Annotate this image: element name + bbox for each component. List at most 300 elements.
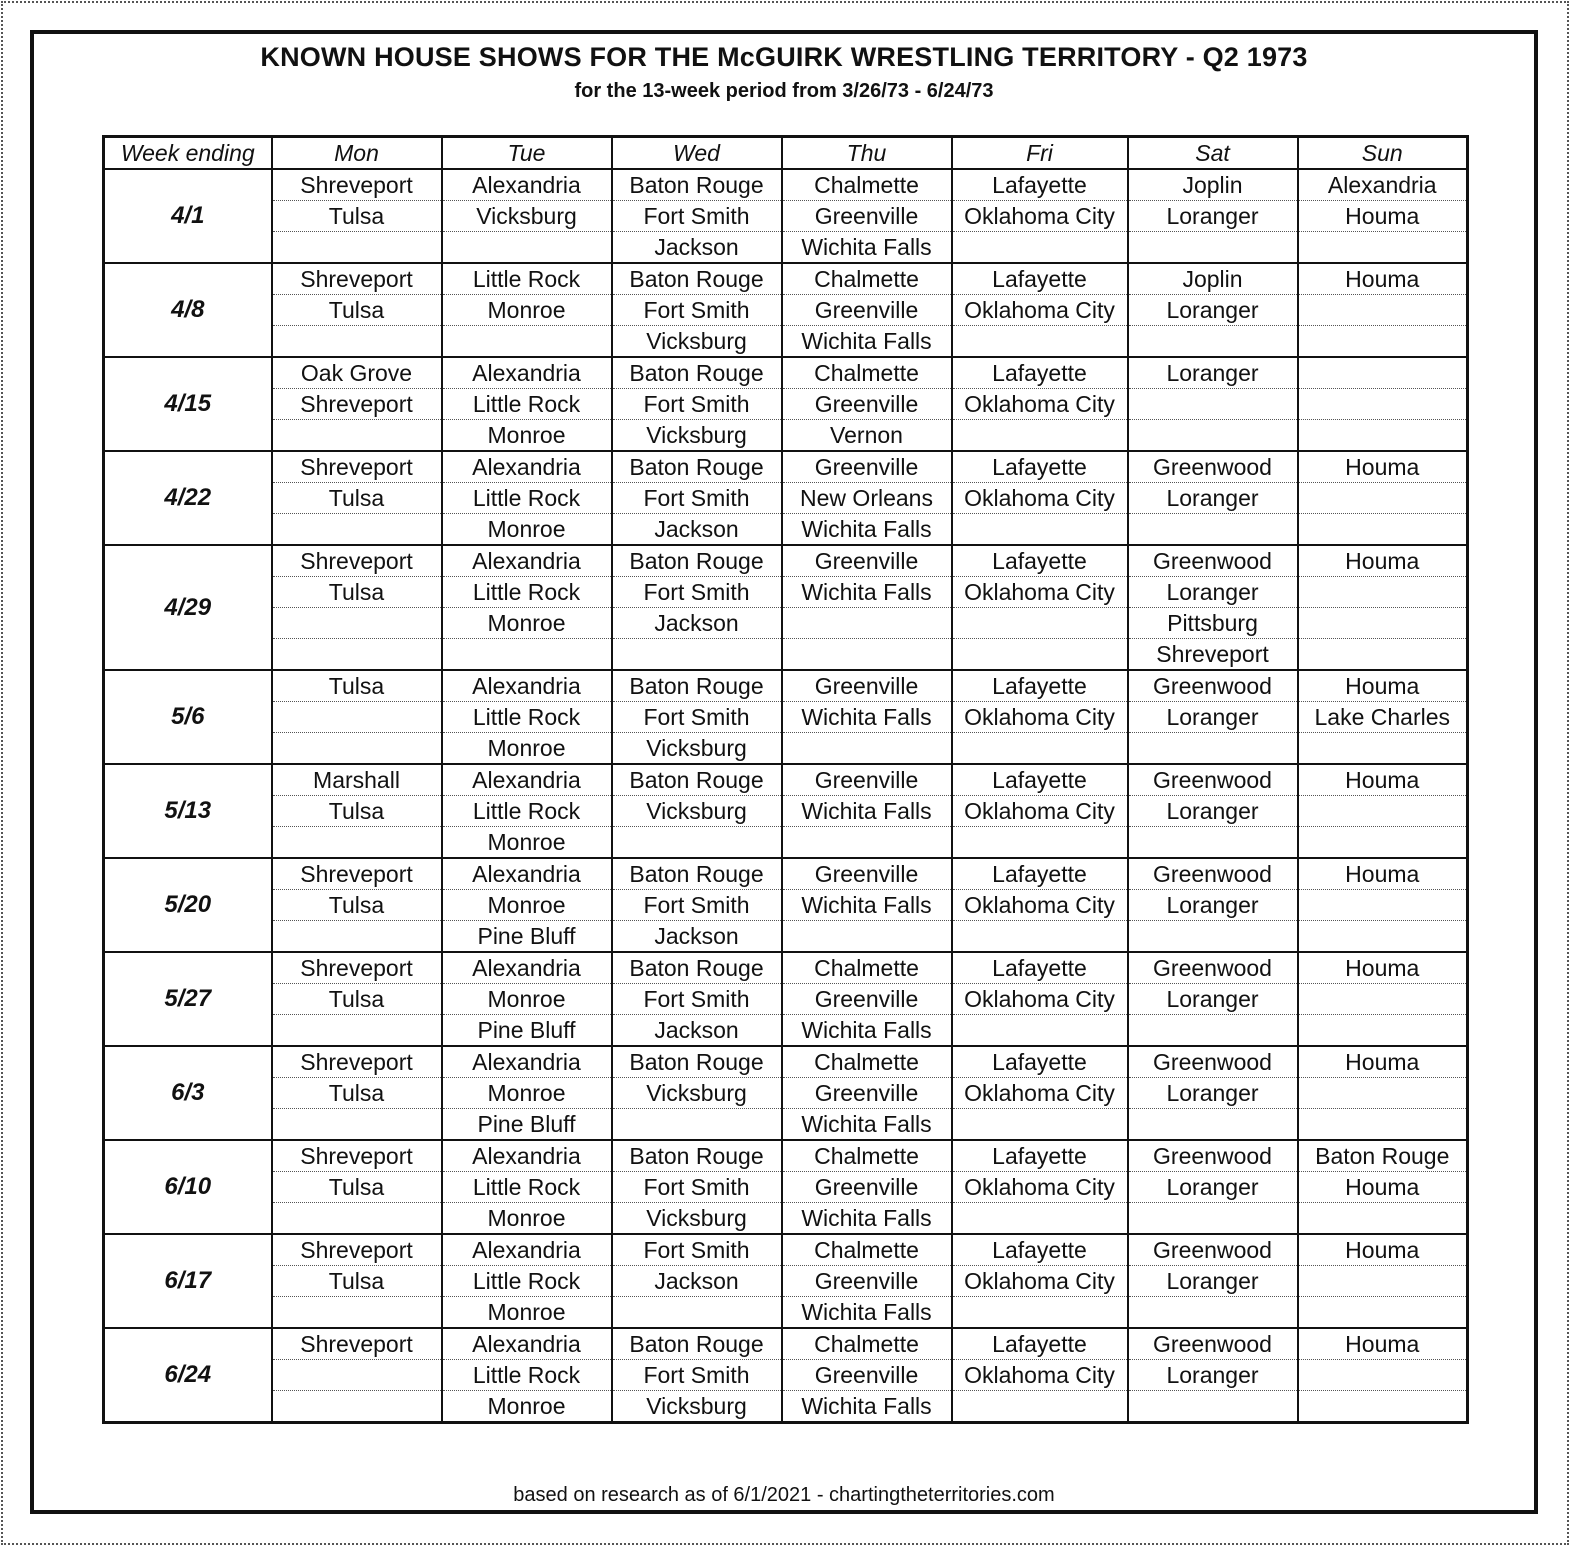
- venue-cell-mon: [272, 733, 442, 765]
- venue-cell-sun: [1298, 890, 1468, 921]
- document-frame: [30, 30, 1538, 1514]
- venue-cell-tue: Alexandria: [442, 764, 612, 796]
- col-header-mon: Mon: [272, 137, 442, 170]
- venue-cell-fri: [952, 514, 1128, 546]
- week-ending-cell: 4/1: [104, 169, 272, 263]
- venue-cell-wed: Vicksburg: [612, 1203, 782, 1235]
- table-row: [104, 1140, 1468, 1172]
- venue-cell-tue: Monroe: [442, 1297, 612, 1329]
- venue-cell-sun: Alexandria: [1298, 169, 1468, 201]
- venue-cell-sat: Greenwood: [1128, 1328, 1298, 1360]
- venue-cell-sun: [1298, 733, 1468, 765]
- venue-cell-tue: Little Rock: [442, 389, 612, 420]
- page-title: KNOWN HOUSE SHOWS FOR THE McGUIRK WRESTLING TERRITORY - Q2 1973: [260, 42, 1308, 72]
- table-row: [104, 670, 1468, 702]
- table-row: [104, 1046, 1468, 1078]
- venue-cell-wed: Jackson: [612, 608, 782, 639]
- venue-cell-thu: Wichita Falls: [782, 890, 952, 921]
- col-header-thu: Thu: [782, 137, 952, 170]
- venue-cell-tue: Little Rock: [442, 1360, 612, 1391]
- venue-cell-tue: Alexandria: [442, 1328, 612, 1360]
- venue-cell-tue: Little Rock: [442, 702, 612, 733]
- venue-cell-thu: Greenville: [782, 1078, 952, 1109]
- venue-cell-sun: [1298, 1078, 1468, 1109]
- venue-cell-sun: [1298, 326, 1468, 358]
- venue-cell-mon: Tulsa: [272, 670, 442, 702]
- venue-cell-sat: [1128, 827, 1298, 859]
- venue-cell-fri: Oklahoma City: [952, 984, 1128, 1015]
- week-ending-cell: 5/13: [104, 764, 272, 858]
- venue-cell-thu: Wichita Falls: [782, 1015, 952, 1047]
- venue-cell-tue: Little Rock: [442, 577, 612, 608]
- week-ending-cell: 6/24: [104, 1328, 272, 1423]
- venue-cell-fri: [952, 1203, 1128, 1235]
- venue-cell-thu: [782, 639, 952, 671]
- venue-cell-fri: [952, 326, 1128, 358]
- venue-cell-fri: Oklahoma City: [952, 201, 1128, 232]
- venue-cell-sun: Houma: [1298, 858, 1468, 890]
- venue-cell-fri: Oklahoma City: [952, 1360, 1128, 1391]
- venue-cell-sun: Houma: [1298, 1234, 1468, 1266]
- venue-cell-sat: [1128, 1203, 1298, 1235]
- venue-cell-thu: Wichita Falls: [782, 1297, 952, 1329]
- venue-cell-mon: [272, 1391, 442, 1423]
- venue-cell-tue: [442, 232, 612, 264]
- venue-cell-thu: [782, 608, 952, 639]
- venue-cell-sun: Houma: [1298, 451, 1468, 483]
- venue-cell-wed: Jackson: [612, 921, 782, 953]
- venue-cell-sat: Loranger: [1128, 796, 1298, 827]
- venue-cell-fri: Lafayette: [952, 1140, 1128, 1172]
- venue-cell-mon: [272, 1360, 442, 1391]
- table-row: [104, 1109, 1468, 1141]
- venue-cell-thu: Wichita Falls: [782, 514, 952, 546]
- table-row: [104, 984, 1468, 1015]
- venue-cell-sat: Joplin: [1128, 263, 1298, 295]
- venue-cell-fri: Oklahoma City: [952, 577, 1128, 608]
- table-row: [104, 1172, 1468, 1203]
- venue-cell-sun: [1298, 1266, 1468, 1297]
- venue-cell-thu: Greenville: [782, 295, 952, 326]
- table-row: [104, 1391, 1468, 1423]
- venue-cell-fri: [952, 1391, 1128, 1423]
- venue-cell-thu: Chalmette: [782, 1234, 952, 1266]
- venue-cell-sun: [1298, 483, 1468, 514]
- venue-cell-sun: [1298, 796, 1468, 827]
- table-row: [104, 201, 1468, 232]
- venue-cell-thu: Wichita Falls: [782, 232, 952, 264]
- venue-cell-fri: [952, 733, 1128, 765]
- venue-cell-fri: Lafayette: [952, 858, 1128, 890]
- venue-cell-wed: Baton Rouge: [612, 1140, 782, 1172]
- venue-cell-sun: Houma: [1298, 263, 1468, 295]
- venue-cell-wed: Baton Rouge: [612, 357, 782, 389]
- venue-cell-wed: Fort Smith: [612, 890, 782, 921]
- venue-cell-sat: Greenwood: [1128, 1234, 1298, 1266]
- venue-cell-sat: Greenwood: [1128, 1046, 1298, 1078]
- table-row: [104, 858, 1468, 890]
- venue-cell-sun: [1298, 420, 1468, 452]
- venue-cell-tue: Monroe: [442, 1203, 612, 1235]
- venue-cell-thu: Wichita Falls: [782, 1109, 952, 1141]
- venue-cell-fri: Oklahoma City: [952, 702, 1128, 733]
- venue-cell-wed: Vicksburg: [612, 326, 782, 358]
- venue-cell-sun: [1298, 514, 1468, 546]
- venue-cell-fri: Lafayette: [952, 263, 1128, 295]
- venue-cell-sun: Baton Rouge: [1298, 1140, 1468, 1172]
- venue-cell-tue: Alexandria: [442, 451, 612, 483]
- venue-cell-mon: Shreveport: [272, 1046, 442, 1078]
- venue-cell-sat: [1128, 514, 1298, 546]
- col-header-wed: Wed: [612, 137, 782, 170]
- venue-cell-tue: Monroe: [442, 733, 612, 765]
- venue-cell-fri: Lafayette: [952, 1234, 1128, 1266]
- venue-cell-mon: Marshall: [272, 764, 442, 796]
- table-row: [104, 451, 1468, 483]
- venue-cell-sat: [1128, 1015, 1298, 1047]
- venue-cell-wed: Vicksburg: [612, 796, 782, 827]
- venue-cell-sun: [1298, 1297, 1468, 1329]
- table-row: [104, 389, 1468, 420]
- venue-cell-tue: Alexandria: [442, 670, 612, 702]
- venue-cell-mon: Shreveport: [272, 1140, 442, 1172]
- table-row: [104, 733, 1468, 765]
- venue-cell-sun: Houma: [1298, 1172, 1468, 1203]
- venue-cell-mon: Shreveport: [272, 263, 442, 295]
- venue-cell-wed: Jackson: [612, 1266, 782, 1297]
- venue-cell-sat: [1128, 326, 1298, 358]
- table-row: [104, 796, 1468, 827]
- venue-cell-mon: Tulsa: [272, 890, 442, 921]
- venue-cell-tue: Monroe: [442, 984, 612, 1015]
- venue-cell-thu: Chalmette: [782, 952, 952, 984]
- venue-cell-mon: Tulsa: [272, 295, 442, 326]
- venue-cell-fri: [952, 827, 1128, 859]
- venue-cell-sun: [1298, 1015, 1468, 1047]
- venue-cell-sun: [1298, 921, 1468, 953]
- venue-cell-tue: Alexandria: [442, 357, 612, 389]
- venue-cell-sat: [1128, 420, 1298, 452]
- venue-cell-tue: [442, 639, 612, 671]
- venue-cell-thu: Chalmette: [782, 263, 952, 295]
- schedule-body: [104, 169, 1468, 1423]
- venue-cell-thu: Chalmette: [782, 169, 952, 201]
- venue-cell-wed: Vicksburg: [612, 420, 782, 452]
- venue-cell-mon: [272, 702, 442, 733]
- venue-cell-mon: Tulsa: [272, 483, 442, 514]
- venue-cell-tue: Monroe: [442, 1391, 612, 1423]
- venue-cell-sat: [1128, 733, 1298, 765]
- venue-cell-thu: New Orleans: [782, 483, 952, 514]
- venue-cell-wed: Baton Rouge: [612, 670, 782, 702]
- venue-cell-sat: Pittsburg: [1128, 608, 1298, 639]
- venue-cell-mon: Tulsa: [272, 984, 442, 1015]
- venue-cell-wed: Fort Smith: [612, 389, 782, 420]
- venue-cell-wed: Fort Smith: [612, 577, 782, 608]
- venue-cell-sat: [1128, 921, 1298, 953]
- venue-cell-sun: Houma: [1298, 952, 1468, 984]
- venue-cell-thu: Greenville: [782, 764, 952, 796]
- venue-cell-wed: Jackson: [612, 514, 782, 546]
- venue-cell-thu: Greenville: [782, 545, 952, 577]
- table-row: [104, 1234, 1468, 1266]
- venue-cell-fri: [952, 608, 1128, 639]
- venue-cell-sat: [1128, 1391, 1298, 1423]
- venue-cell-mon: [272, 608, 442, 639]
- week-ending-cell: 4/29: [104, 545, 272, 670]
- page-subtitle: for the 13-week period from 3/26/73 - 6/24/73: [574, 80, 994, 102]
- venue-cell-fri: Oklahoma City: [952, 483, 1128, 514]
- venue-cell-sun: [1298, 357, 1468, 389]
- venue-cell-tue: Monroe: [442, 827, 612, 859]
- table-row: [104, 921, 1468, 953]
- venue-cell-mon: Oak Grove: [272, 357, 442, 389]
- venue-cell-sat: Greenwood: [1128, 670, 1298, 702]
- venue-cell-thu: Wichita Falls: [782, 1203, 952, 1235]
- venue-cell-sat: Greenwood: [1128, 451, 1298, 483]
- venue-cell-mon: Shreveport: [272, 858, 442, 890]
- venue-cell-sun: Houma: [1298, 545, 1468, 577]
- venue-cell-wed: Baton Rouge: [612, 1046, 782, 1078]
- venue-cell-fri: Lafayette: [952, 451, 1128, 483]
- venue-cell-wed: Baton Rouge: [612, 1328, 782, 1360]
- table-row: [104, 1328, 1468, 1360]
- venue-cell-fri: Lafayette: [952, 1046, 1128, 1078]
- venue-cell-mon: Tulsa: [272, 1172, 442, 1203]
- venue-cell-wed: Fort Smith: [612, 984, 782, 1015]
- venue-cell-sun: [1298, 639, 1468, 671]
- venue-cell-fri: Lafayette: [952, 1328, 1128, 1360]
- week-ending-cell: 4/22: [104, 451, 272, 545]
- col-header-week-ending: Week ending: [104, 137, 272, 170]
- venue-cell-thu: Greenville: [782, 670, 952, 702]
- venue-cell-sun: [1298, 1391, 1468, 1423]
- venue-cell-sun: [1298, 827, 1468, 859]
- venue-cell-fri: Lafayette: [952, 357, 1128, 389]
- venue-cell-fri: Lafayette: [952, 545, 1128, 577]
- venue-cell-sun: [1298, 389, 1468, 420]
- venue-cell-sun: Houma: [1298, 1046, 1468, 1078]
- table-row: [104, 702, 1468, 733]
- venue-cell-sat: Greenwood: [1128, 952, 1298, 984]
- venue-cell-sun: [1298, 1203, 1468, 1235]
- venue-cell-tue: Alexandria: [442, 952, 612, 984]
- week-ending-cell: 6/17: [104, 1234, 272, 1328]
- venue-cell-fri: Lafayette: [952, 670, 1128, 702]
- venue-cell-sat: Loranger: [1128, 1266, 1298, 1297]
- col-header-fri: Fri: [952, 137, 1128, 170]
- venue-cell-thu: Greenville: [782, 984, 952, 1015]
- venue-cell-sun: Houma: [1298, 764, 1468, 796]
- venue-cell-fri: Lafayette: [952, 169, 1128, 201]
- schedule-table: [102, 135, 1469, 1424]
- venue-cell-sun: [1298, 1109, 1468, 1141]
- venue-cell-thu: Wichita Falls: [782, 577, 952, 608]
- venue-cell-fri: Oklahoma City: [952, 890, 1128, 921]
- venue-cell-sat: Joplin: [1128, 169, 1298, 201]
- venue-cell-tue: Monroe: [442, 514, 612, 546]
- venue-cell-mon: Shreveport: [272, 1234, 442, 1266]
- venue-cell-mon: Shreveport: [272, 1328, 442, 1360]
- table-row: [104, 639, 1468, 671]
- venue-cell-sat: Shreveport: [1128, 639, 1298, 671]
- week-ending-cell: 6/3: [104, 1046, 272, 1140]
- venue-cell-fri: [952, 639, 1128, 671]
- venue-cell-mon: Tulsa: [272, 796, 442, 827]
- venue-cell-tue: Monroe: [442, 890, 612, 921]
- table-row: [104, 764, 1468, 796]
- venue-cell-mon: Tulsa: [272, 201, 442, 232]
- venue-cell-tue: Little Rock: [442, 263, 612, 295]
- venue-cell-thu: Wichita Falls: [782, 326, 952, 358]
- venue-cell-thu: Greenville: [782, 1360, 952, 1391]
- venue-cell-sun: Houma: [1298, 1328, 1468, 1360]
- venue-cell-thu: Greenville: [782, 858, 952, 890]
- venue-cell-tue: Alexandria: [442, 1140, 612, 1172]
- venue-cell-wed: Jackson: [612, 232, 782, 264]
- venue-cell-thu: [782, 921, 952, 953]
- venue-cell-tue: Pine Bluff: [442, 1109, 612, 1141]
- table-row: [104, 326, 1468, 358]
- venue-cell-fri: Lafayette: [952, 952, 1128, 984]
- venue-cell-sat: Loranger: [1128, 1360, 1298, 1391]
- table-row: [104, 232, 1468, 264]
- venue-cell-sat: Loranger: [1128, 577, 1298, 608]
- table-row: [104, 827, 1468, 859]
- venue-cell-fri: Oklahoma City: [952, 295, 1128, 326]
- venue-cell-sat: Loranger: [1128, 1078, 1298, 1109]
- venue-cell-wed: Fort Smith: [612, 1234, 782, 1266]
- venue-cell-tue: Alexandria: [442, 858, 612, 890]
- venue-cell-fri: [952, 921, 1128, 953]
- venue-cell-tue: Monroe: [442, 420, 612, 452]
- table-row: [104, 169, 1468, 201]
- venue-cell-tue: Monroe: [442, 608, 612, 639]
- table-row: [104, 1203, 1468, 1235]
- venue-cell-fri: Oklahoma City: [952, 389, 1128, 420]
- venue-cell-sat: [1128, 232, 1298, 264]
- venue-cell-sun: [1298, 984, 1468, 1015]
- venue-cell-sun: [1298, 232, 1468, 264]
- venue-cell-thu: Chalmette: [782, 1046, 952, 1078]
- venue-cell-tue: Little Rock: [442, 1266, 612, 1297]
- venue-cell-sat: Loranger: [1128, 201, 1298, 232]
- venue-cell-wed: Fort Smith: [612, 1360, 782, 1391]
- table-row: [104, 420, 1468, 452]
- week-ending-cell: 5/20: [104, 858, 272, 952]
- venue-cell-thu: Vernon: [782, 420, 952, 452]
- venue-cell-mon: [272, 1109, 442, 1141]
- footer-credit: based on research as of 6/1/2021 - chartingtheterritories.com: [513, 1484, 1055, 1506]
- venue-cell-sun: [1298, 295, 1468, 326]
- venue-cell-thu: [782, 827, 952, 859]
- venue-cell-wed: Vicksburg: [612, 1391, 782, 1423]
- venue-cell-mon: Tulsa: [272, 1078, 442, 1109]
- venue-cell-mon: Shreveport: [272, 169, 442, 201]
- venue-cell-thu: Greenville: [782, 1266, 952, 1297]
- table-row: [104, 357, 1468, 389]
- venue-cell-fri: [952, 1109, 1128, 1141]
- venue-cell-thu: Wichita Falls: [782, 702, 952, 733]
- venue-cell-tue: Little Rock: [442, 796, 612, 827]
- venue-cell-mon: Tulsa: [272, 577, 442, 608]
- venue-cell-tue: Little Rock: [442, 483, 612, 514]
- venue-cell-fri: Oklahoma City: [952, 796, 1128, 827]
- venue-cell-mon: [272, 326, 442, 358]
- table-row: [104, 608, 1468, 639]
- week-ending-cell: 4/8: [104, 263, 272, 357]
- table-row: [104, 890, 1468, 921]
- header-row: [104, 137, 1468, 170]
- venue-cell-mon: Shreveport: [272, 389, 442, 420]
- venue-cell-sun: Houma: [1298, 201, 1468, 232]
- venue-cell-sat: Loranger: [1128, 483, 1298, 514]
- venue-cell-sat: Greenwood: [1128, 764, 1298, 796]
- venue-cell-wed: Fort Smith: [612, 1172, 782, 1203]
- table-row: [104, 1015, 1468, 1047]
- table-row: [104, 263, 1468, 295]
- venue-cell-mon: [272, 827, 442, 859]
- venue-cell-tue: Vicksburg: [442, 201, 612, 232]
- table-row: [104, 295, 1468, 326]
- table-row: [104, 483, 1468, 514]
- col-header-sat: Sat: [1128, 137, 1298, 170]
- venue-cell-tue: Monroe: [442, 295, 612, 326]
- venue-cell-sat: [1128, 1297, 1298, 1329]
- venue-cell-thu: [782, 733, 952, 765]
- venue-cell-thu: Chalmette: [782, 1328, 952, 1360]
- venue-cell-tue: [442, 326, 612, 358]
- table-row: [104, 1360, 1468, 1391]
- venue-cell-thu: Wichita Falls: [782, 1391, 952, 1423]
- venue-cell-tue: Little Rock: [442, 1172, 612, 1203]
- table-row: [104, 514, 1468, 546]
- week-ending-cell: 4/15: [104, 357, 272, 451]
- venue-cell-sat: Loranger: [1128, 295, 1298, 326]
- venue-cell-mon: [272, 514, 442, 546]
- venue-cell-wed: Baton Rouge: [612, 451, 782, 483]
- venue-cell-fri: [952, 232, 1128, 264]
- venue-cell-wed: Vicksburg: [612, 733, 782, 765]
- venue-cell-sat: [1128, 389, 1298, 420]
- venue-cell-thu: Greenville: [782, 1172, 952, 1203]
- venue-cell-sun: Houma: [1298, 670, 1468, 702]
- venue-cell-mon: Shreveport: [272, 952, 442, 984]
- venue-cell-wed: Baton Rouge: [612, 764, 782, 796]
- venue-cell-sat: [1128, 1109, 1298, 1141]
- table-row: [104, 577, 1468, 608]
- venue-cell-fri: Oklahoma City: [952, 1078, 1128, 1109]
- table-row: [104, 1266, 1468, 1297]
- venue-cell-mon: Tulsa: [272, 1266, 442, 1297]
- venue-cell-wed: Vicksburg: [612, 1078, 782, 1109]
- venue-cell-wed: Baton Rouge: [612, 858, 782, 890]
- venue-cell-wed: [612, 1297, 782, 1329]
- venue-cell-mon: [272, 420, 442, 452]
- venue-cell-fri: Oklahoma City: [952, 1172, 1128, 1203]
- week-ending-cell: 5/27: [104, 952, 272, 1046]
- venue-cell-wed: Fort Smith: [612, 295, 782, 326]
- venue-cell-wed: Baton Rouge: [612, 169, 782, 201]
- venue-cell-sat: Greenwood: [1128, 1140, 1298, 1172]
- venue-cell-sun: [1298, 577, 1468, 608]
- table-row: [104, 1078, 1468, 1109]
- venue-cell-fri: [952, 1015, 1128, 1047]
- venue-cell-mon: Shreveport: [272, 545, 442, 577]
- venue-cell-thu: Chalmette: [782, 357, 952, 389]
- venue-cell-tue: Alexandria: [442, 1234, 612, 1266]
- table-row: [104, 545, 1468, 577]
